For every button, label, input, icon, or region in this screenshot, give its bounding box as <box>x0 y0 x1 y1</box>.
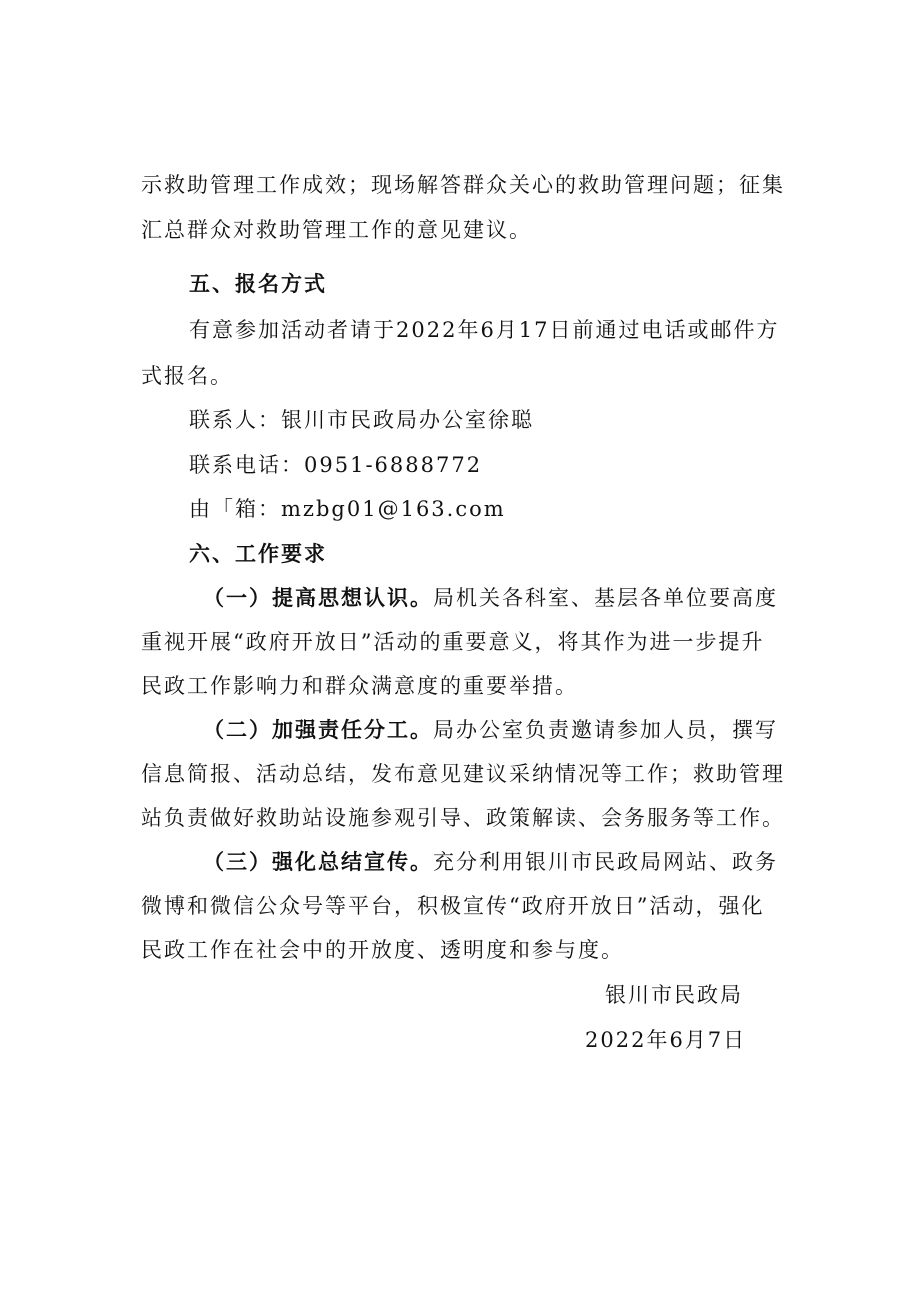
section-5-para-line-2: 式报名。 <box>141 364 233 388</box>
requirement-3-line-3: 民政工作在社会中的开放度、透明度和参与度。 <box>141 938 624 962</box>
requirement-1-text: 局机关各科室、基层各单位要高度 <box>433 586 778 610</box>
requirement-3-text: 充分利用银川市民政局网站、政务 <box>433 850 778 874</box>
requirement-1-lead: （一）提高思想认识。 <box>203 585 433 610</box>
requirement-2-line-2: 信息简报、活动总结，发布意见建议采纳情况等工作；救助管理 <box>141 762 785 786</box>
requirement-2-text: 局办公室负责邀请参加人员，撰写 <box>433 718 778 742</box>
contact-email: 由「箱：mzbg01@163.com <box>189 497 506 521</box>
requirement-2-line-3: 站负责做好救助站设施参观引导、政策解读、会务服务等工作。 <box>141 806 785 830</box>
requirement-1-first-line <box>203 584 778 612</box>
section-6-heading: 六、工作要求 <box>189 541 327 566</box>
requirement-3-first-line <box>203 848 778 876</box>
signature-org: 银川市民政局 <box>605 983 743 1007</box>
section-5-heading: 五、报名方式 <box>189 271 327 296</box>
section-5-para-line-1: 有意参加活动者请于2022年6月17日前通过电话或邮件方 <box>189 318 780 342</box>
contact-person: 联系人：银川市民政局办公室徐聪 <box>189 408 534 432</box>
requirement-1-line-3: 民政工作影响力和群众满意度的重要举措。 <box>141 674 578 698</box>
signature-date: 2022年6月7日 <box>585 1028 747 1052</box>
requirement-3-line-2: 微博和微信公众号等平台，积极宣传“政府开放日”活动，强化 <box>141 894 765 918</box>
requirement-1-line-2: 重视开展“政府开放日”活动的重要意义，将其作为进一步提升 <box>141 630 765 654</box>
requirement-2-lead: （二）加强责任分工。 <box>203 717 433 742</box>
contact-phone: 联系电话：0951-6888772 <box>189 453 483 477</box>
requirement-3-lead: （三）强化总结宣传。 <box>203 849 433 874</box>
intro-line-2: 汇总群众对救助管理工作的意见建议。 <box>141 218 532 242</box>
requirement-2-first-line <box>203 716 778 744</box>
intro-line-1: 示救助管理工作成效；现场解答群众关心的救助管理问题；征集 <box>141 173 785 197</box>
